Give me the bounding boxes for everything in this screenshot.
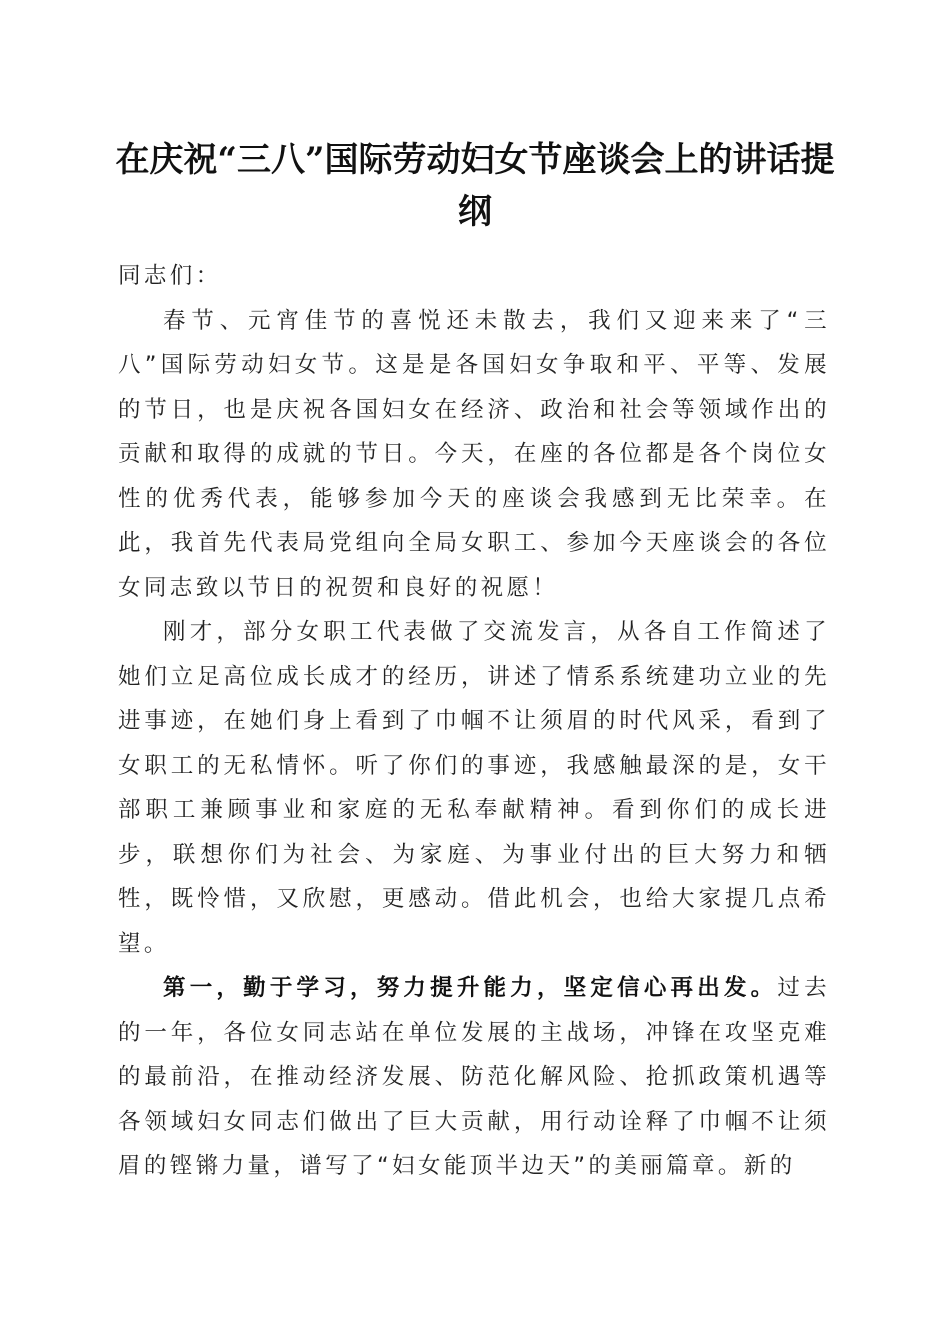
document-title: 在庆祝“三八”国际劳动妇女节座谈会上的讲话提纲 [115,140,835,232]
paragraph-opening: 春节、元宵佳节的喜悦还未散去，我们又迎来来了“三八”国际劳动妇女节。这是是各国妇女争取和平、平等、发展的节日，也是庆祝各国妇女在经济、政治和社会等领域作出的贡献和取得的成就的节日。今天，在座的各位都是各个岗位女性的优秀代表，能够参加今天的座谈会我感到无比荣幸。在此，我首先代表局党组向全局女职工、参加今天座谈会的各位女同志致以节日的祝贺和良好的祝愿！ [118,307,830,601]
point-one-lead: 第一，勤于学习，努力提升能力，坚定信心再出发。 [163,975,778,1001]
point-one-text: 过去的一年，各位女同志站在单位发展的主战场，冲锋在攻坚克难的最前沿，在推动经济发展、防范化解风险、抢抓政策机遇等各领域妇女同志们做出了巨大贡献，用行动诠释了巾帼不让须眉的铿锵力量，谱写了“妇女能顶半边天”的美丽篇章。新的 [118,975,830,1179]
paragraph-speech-review: 刚才，部分女职工代表做了交流发言，从各自工作简述了她们立足高位成长成才的经历，讲述了情系系统建功立业的先进事迹，在她们身上看到了巾帼不让须眉的时代风采，看到了女职工的无私情怀。听了你们的事迹，我感触最深的是，女干部职工兼顾事业和家庭的无私奉献精神。看到你们的成长进步，联想你们为社会、为家庭、为事业付出的巨大努力和牺牲，既怜惜，又欣慰，更感动。借此机会，也给大家提几点希望。 [118,619,830,957]
salutation: 同志们： [118,263,222,289]
document-body [118,254,830,1189]
paragraph-point-one [118,966,830,1189]
